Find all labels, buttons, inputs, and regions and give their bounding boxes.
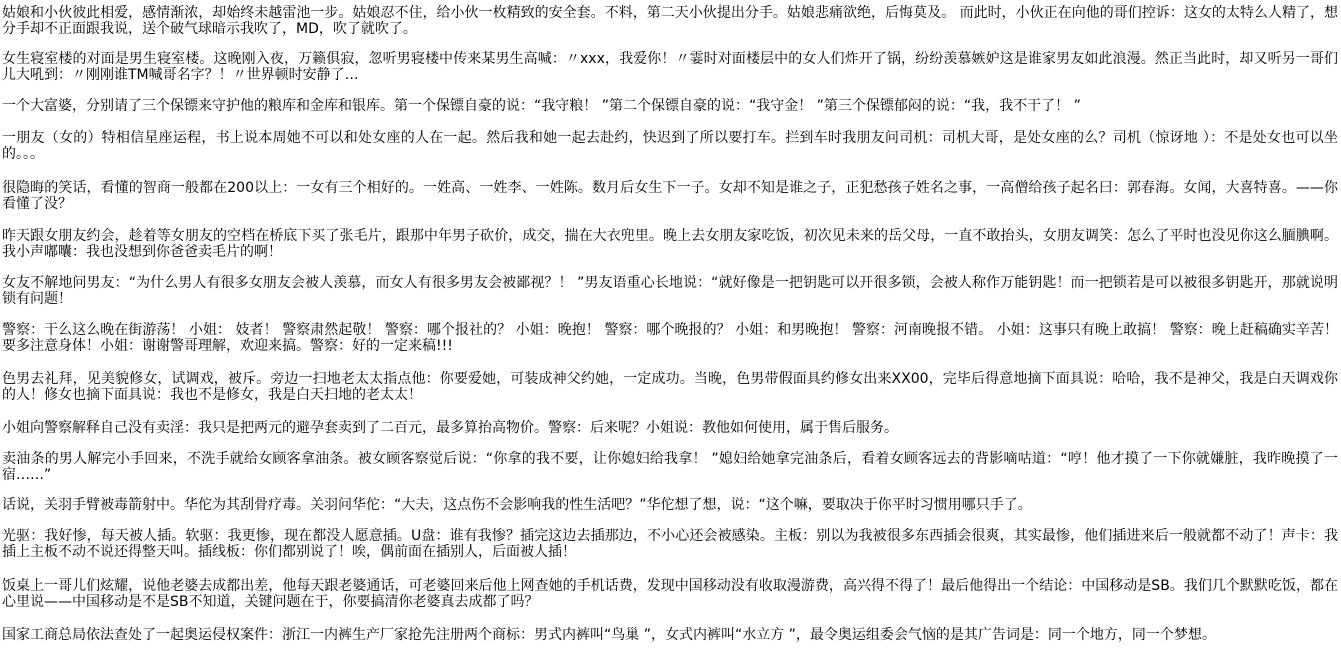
paragraph-1: 姑娘和小伙彼此相爱，感情渐浓，却始终未越雷池一步。姑娘忍不住，给小伙一枚精致的安全套。不料，第二天小伙提出分手。姑娘悲痛欲绝，后悔莫及。 而此时，小伙正在向他的哥们控诉：这女的太特么人精了，想分手却不正面跟我说，送个破气球暗示我吹了，MD，吹了就吹了。 [2, 5, 1338, 37]
paragraph-7: 女友不解地问男友：“为什么男人有很多女朋友会被人羡慕，而女人有很多男友会被鄙视？！ ”男友语重心长地说：“就好像是一把钥匙可以开很多锁，会被人称作万能钥匙！而一把锁若是可以被很多钥匙开，那就说明锁有问题！ [2, 275, 1338, 307]
paragraph-5: 很隐晦的笑话，看懂的智商一般都在200以上：一女有三个相好的。一姓高、一姓李、一姓陈。数月后女生下一子。女却不知是谁之子，正犯愁孩子姓名之事，一高僧给孩子起名曰：郭春海。女闻，大喜特喜。——你看懂了没？ [2, 180, 1338, 212]
paragraph-4: 一朋友（女的）特相信星座运程，书上说本周她不可以和处女座的人在一起。然后我和她一起去赴约，快迟到了所以要打车。拦到车时我朋友问司机：司机大哥，是处女座的么？司机（惊讶地 ）：不是处女也可以坐的。。。 [2, 130, 1338, 162]
paragraph-12: 话说，关羽手臂被毒箭射中。华佗为其刮骨疗毒。关羽问华佗：“大夫，这点伤不会影响我的性生活吧？”华佗想了想，说：“这个嘛，要取决于你平时习惯用哪只手了。 [2, 497, 1032, 513]
paragraph-15: 国家工商总局依法查处了一起奥运侵权案件：浙江一内裤生产厂家抢先注册两个商标：男式内裤叫“鸟巢 ”，女式内裤叫“水立方 ”，最令奥运组委会气恼的是其广告词是：同一个地方，同一个梦想。 [2, 627, 1216, 643]
paragraph-13: 光驱：我好惨，每天被人插。软驱：我更惨，现在都没人愿意插。U盘：谁有我惨？插完这边去插那边，不小心还会被感染。主板：别以为我被很多东西插会很爽，其实最惨，他们插进来后一般就都不动了！声卡：我插上主板不动不说还得整天叫。插线板：你们都别说了！唉，偶前面在插别人，后面被人插！ [2, 528, 1338, 560]
paragraph-14: 饭桌上一哥儿们炫耀，说他老婆去成都出差，他每天跟老婆通话，可老婆回来后他上网查她的手机话费，发现中国移动没有收取漫游费，高兴得不得了！最后他得出一个结论：中国移动是SB。我们几个默默吃饭，都在心里说——中国移动是不是SB不知道，关键问题在于，你要搞清你老婆真去成都了吗？ [2, 578, 1338, 610]
paragraph-8: 警察：干么这么晚在街游荡！ 小姐： 妓者！ 警察肃然起敬！ 警察：哪个报社的？ 小姐：晚抱！ 警察：哪个晚报的？ 小姐：和男晚抱！ 警察：河南晚报不错。 小姐：这事只有晚上敢搞！ 警察：晚上赶稿确实辛苦！要多注意身体！小姐：谢谢警哥理解，欢迎来搞。警察：好的一定来稿!!! [2, 322, 1338, 354]
paragraph-9: 色男去礼拜，见美貌修女，试调戏，被斥。旁边一扫地老太太指点他：你要爱她，可装成神父约她，一定成功。当晚，色男带假面具约修女出来XX00，完毕后得意地摘下面具说：哈哈，我不是神父，我是白天调戏你的人！修女也摘下面具说：我也不是修女，我是白天扫地的老太太！ [2, 371, 1338, 403]
paragraph-11: 卖油条的男人解完小手回来，不洗手就给女顾客拿油条。被女顾客察觉后说：“你拿的我不要，让你媳妇给我拿！ ”媳妇给她拿完油条后，看着女顾客远去的背影嘀咕道：“哼！他才摸了一下你就嫌脏，我昨晚摸了一宿……” [2, 451, 1338, 483]
paragraph-6: 昨天跟女朋友约会，趁着等女朋友的空档在桥底下买了张毛片，跟那中年男子砍价，成交，揣在大衣兜里。晚上去女朋友家吃饭，初次见未来的岳父母，一直不敢抬头，女朋友调笑：怎么了平时也没见你这么腼腆啊。我小声嘟囔：我也没想到你爸爸卖毛片的啊！ [2, 228, 1338, 260]
paragraph-2: 女生寝室楼的对面是男生寝室楼。这晚刚入夜，万籁俱寂，忽听男寝楼中传来某男生高喊：〃xxx，我爱你！〃霎时对面楼层中的女人们炸开了锅，纷纷羡慕嫉妒这是谁家男友如此浪漫。然正当此时，却又听另一哥们儿大吼到：〃刚刚谁TM喊哥名字？！〃世界顿时安静了… [2, 51, 1338, 83]
paragraph-10: 小姐向警察解释自己没有卖淫：我只是把两元的避孕套卖到了二百元，最多算抬高物价。警察：后来呢？小姐说：教他如何使用，属于售后服务。 [2, 420, 898, 436]
paragraph-3: 一个大富婆，分别请了三个保镖来守护他的粮库和金库和银库。第一个保镖自豪的说：“我守粮！ ”第二个保镖自豪的说：“我守金！ ”第三个保镖郁闷的说：“我，我不干了！ ” [2, 98, 1081, 114]
